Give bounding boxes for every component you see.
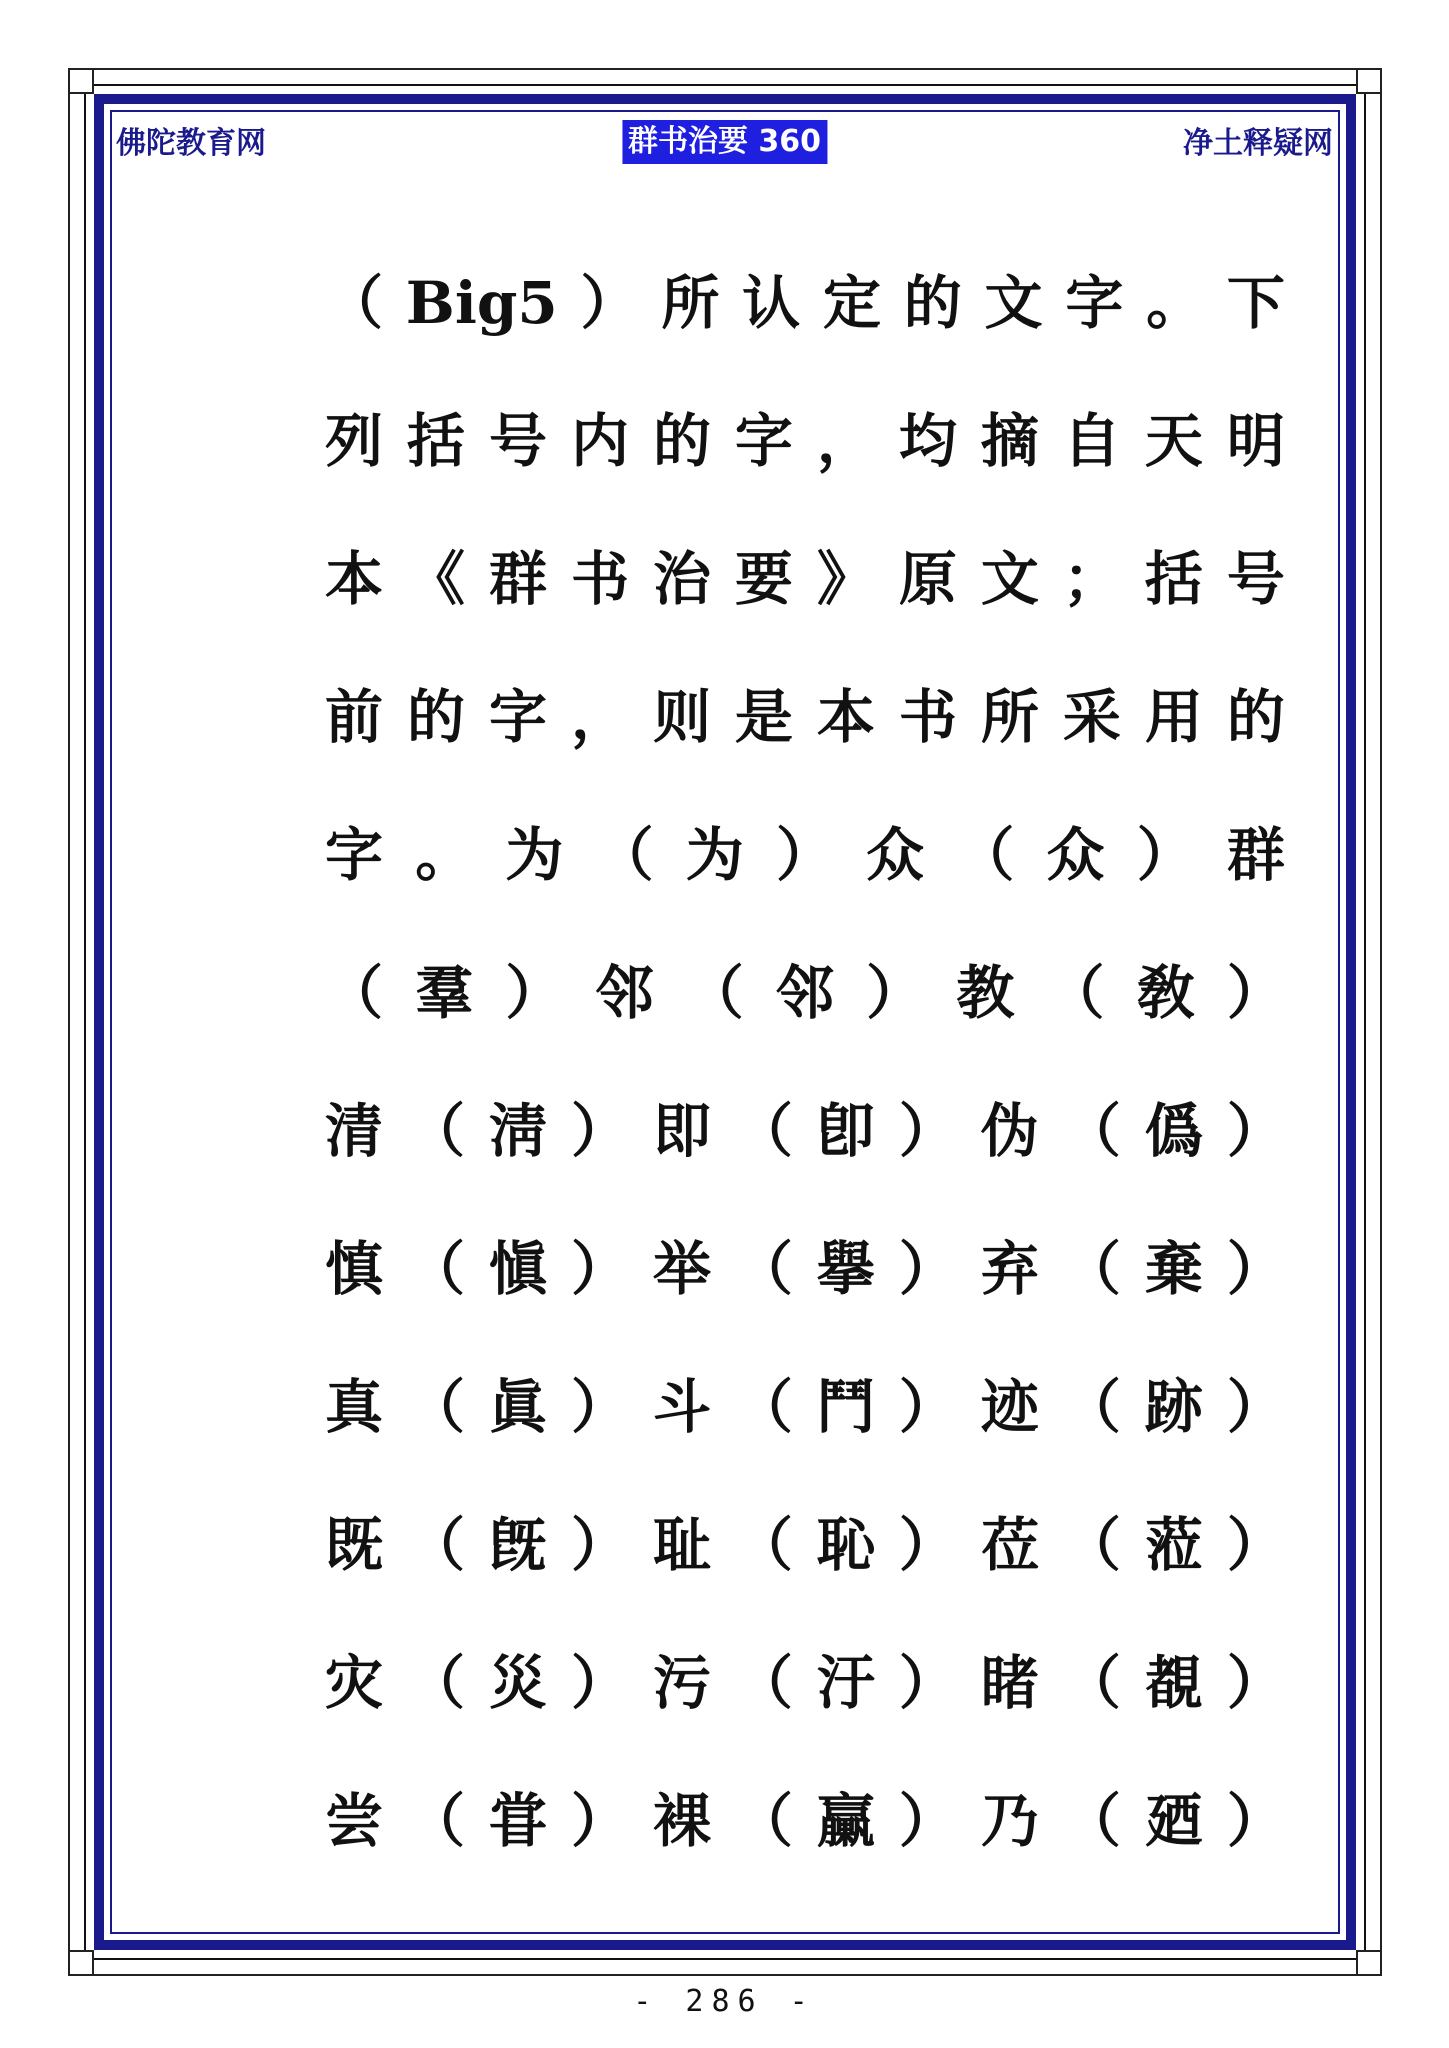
body-char: 的 (903, 269, 962, 337)
body-char: 耻 (652, 1511, 711, 1579)
body-char: ） (570, 1787, 629, 1855)
body-char: （ (1062, 1511, 1121, 1579)
body-char: 众 (866, 821, 925, 889)
body-char: 则 (652, 683, 711, 751)
body-char: ， (816, 407, 875, 475)
body-char: 为 (685, 821, 744, 889)
body-char: 的 (652, 407, 711, 475)
body-char: （ (325, 269, 384, 337)
body-line (325, 938, 1285, 1076)
body-char: 愼 (488, 1235, 547, 1303)
body-char: 迹 (980, 1373, 1039, 1441)
body-char: 括 (1144, 545, 1203, 613)
body-char: 本 (816, 683, 875, 751)
frame-corner-top-right (1356, 68, 1382, 94)
body-char: 災 (488, 1649, 547, 1717)
body-char: （ (1062, 1097, 1121, 1165)
body-char: ） (570, 1097, 629, 1165)
body-char: 群 (488, 545, 547, 613)
body-char: （ (734, 1097, 793, 1165)
body-char: ） (775, 821, 834, 889)
body-line (325, 662, 1285, 800)
body-char: 举 (652, 1235, 711, 1303)
body-char: 清 (325, 1097, 384, 1165)
body-char: 治 (652, 545, 711, 613)
body-char: 括 (406, 407, 465, 475)
body-char: （ (1046, 959, 1105, 1027)
body-char: 跡 (1144, 1373, 1203, 1441)
body-char: ） (866, 959, 925, 1027)
body-char: 伪 (980, 1097, 1039, 1165)
body-char: 即 (652, 1097, 711, 1165)
body-char: 羣 (415, 959, 474, 1027)
body-char: （ (734, 1511, 793, 1579)
body-char: 慎 (325, 1235, 384, 1303)
body-line (325, 1766, 1285, 1904)
body-char: ； (1062, 545, 1121, 613)
body-char: 真 (325, 1373, 384, 1441)
header-site-right: 净土释疑网 (1183, 126, 1333, 161)
body-char: 污 (652, 1649, 711, 1717)
body-char: 字 (1065, 269, 1124, 337)
body-char: 用 (1144, 683, 1203, 751)
body-char: ） (1226, 1097, 1285, 1165)
body-char: 本 (325, 545, 384, 613)
body-char: 尝 (325, 1787, 384, 1855)
body-char: （ (406, 1649, 465, 1717)
body-char: 臝 (816, 1787, 875, 1855)
body-char: （ (1062, 1649, 1121, 1717)
body-char: （ (406, 1373, 465, 1441)
body-char: （ (325, 959, 384, 1027)
body-char: 。 (1146, 269, 1205, 337)
body-line (325, 1490, 1285, 1628)
body-char: 下 (1226, 269, 1285, 337)
body-char: ） (1226, 1649, 1285, 1717)
body-char: 擧 (816, 1235, 875, 1303)
body-char: 是 (734, 683, 793, 751)
body-char: 睹 (980, 1649, 1039, 1717)
body-char: ） (570, 1373, 629, 1441)
body-char: 文 (980, 545, 1039, 613)
body-char: 恥 (816, 1511, 875, 1579)
body-char: ） (898, 1235, 957, 1303)
body-char: 邻 (775, 959, 834, 1027)
body-char: 众 (1046, 821, 1105, 889)
body-char: 字 (325, 821, 384, 889)
body-char: ， (570, 683, 629, 751)
body-text (325, 248, 1285, 1904)
body-line (325, 800, 1285, 938)
body-char: 自 (1062, 407, 1121, 475)
body-char: 所 (980, 683, 1039, 751)
body-char: 天 (1144, 407, 1203, 475)
body-char: ） (570, 1649, 629, 1717)
body-char: 号 (488, 407, 547, 475)
body-char: 的 (1226, 683, 1285, 751)
body-char: 莅 (980, 1511, 1039, 1579)
body-char: ） (570, 1235, 629, 1303)
body-char: ） (898, 1373, 957, 1441)
header-site-left: 佛陀教育网 (116, 126, 266, 161)
body-char: ） (898, 1097, 957, 1165)
body-char: ） (505, 959, 564, 1027)
body-char: （ (595, 821, 654, 889)
frame-corner-top-left (68, 68, 94, 94)
body-char: 列 (325, 407, 384, 475)
body-char: 群 (1226, 821, 1285, 889)
body-char: 均 (898, 407, 957, 475)
body-char: 要 (734, 545, 793, 613)
body-char: 弃 (980, 1235, 1039, 1303)
body-char: 为 (505, 821, 564, 889)
page-number: - 286 - (633, 1984, 816, 2019)
body-char: 邻 (595, 959, 654, 1027)
body-char: ） (1226, 1787, 1285, 1855)
body-char: 的 (406, 683, 465, 751)
frame-corner-bottom-left (68, 1950, 94, 1976)
body-line (325, 1076, 1285, 1214)
body-char: 卽 (816, 1097, 875, 1165)
body-char: （ (734, 1649, 793, 1717)
header-book-title: 群书治要 360 (622, 120, 827, 164)
body-char: 所 (661, 269, 720, 337)
body-char: （ (406, 1097, 465, 1165)
body-char: 敎 (1136, 959, 1195, 1027)
body-char: ） (1136, 821, 1195, 889)
body-char: 覩 (1144, 1649, 1203, 1717)
body-char: 内 (570, 407, 629, 475)
body-char: （ (406, 1787, 465, 1855)
body-char: 眞 (488, 1373, 547, 1441)
body-char: ） (1226, 1373, 1285, 1441)
body-char: ） (1226, 1235, 1285, 1303)
body-char: 灾 (325, 1649, 384, 1717)
body-char: 蒞 (1144, 1511, 1203, 1579)
body-line (325, 1628, 1285, 1766)
body-char: ） (1226, 1511, 1285, 1579)
body-char: ） (898, 1787, 957, 1855)
body-line (325, 524, 1285, 662)
body-char: 乃 (980, 1787, 1039, 1855)
body-char: （ (685, 959, 744, 1027)
frame-corner-bottom-right (1356, 1950, 1382, 1976)
body-char: 斗 (652, 1373, 711, 1441)
body-char: 采 (1062, 683, 1121, 751)
body-char: （ (1062, 1787, 1121, 1855)
body-char: ） (898, 1511, 957, 1579)
body-char: （ (956, 821, 1015, 889)
body-char: 原 (898, 545, 957, 613)
body-char: （ (406, 1511, 465, 1579)
body-char: 僞 (1144, 1097, 1203, 1165)
body-char: 《 (406, 545, 465, 613)
body-char: Big5 (405, 269, 558, 337)
body-char: 淸 (488, 1097, 547, 1165)
body-line (325, 386, 1285, 524)
body-char: 裸 (652, 1787, 711, 1855)
body-char: （ (1062, 1235, 1121, 1303)
body-char: 》 (816, 545, 875, 613)
body-char: 字 (488, 683, 547, 751)
body-char: 汙 (816, 1649, 875, 1717)
body-line (325, 248, 1285, 386)
body-char: 认 (742, 269, 801, 337)
body-char: ） (898, 1649, 957, 1717)
body-char: 廼 (1144, 1787, 1203, 1855)
body-char: ） (1226, 959, 1285, 1027)
body-char: 甞 (488, 1787, 547, 1855)
body-char: （ (734, 1235, 793, 1303)
body-char: 前 (325, 683, 384, 751)
body-char: 教 (956, 959, 1015, 1027)
body-char: 既 (325, 1511, 384, 1579)
body-line (325, 1352, 1285, 1490)
body-char: 书 (898, 683, 957, 751)
body-char: 鬥 (816, 1373, 875, 1441)
body-char: （ (1062, 1373, 1121, 1441)
body-char: 定 (822, 269, 881, 337)
body-char: 字 (734, 407, 793, 475)
body-char: 号 (1226, 545, 1285, 613)
body-char: 摘 (980, 407, 1039, 475)
body-char: 文 (984, 269, 1043, 337)
body-char: 明 (1226, 407, 1285, 475)
body-char: （ (734, 1373, 793, 1441)
body-char: 书 (570, 545, 629, 613)
body-char: 棄 (1144, 1235, 1203, 1303)
body-char: （ (406, 1235, 465, 1303)
body-line (325, 1214, 1285, 1352)
body-char: ） (570, 1511, 629, 1579)
body-char: （ (734, 1787, 793, 1855)
body-char: ） (580, 269, 639, 337)
body-char: 旣 (488, 1511, 547, 1579)
body-char: 。 (415, 821, 474, 889)
